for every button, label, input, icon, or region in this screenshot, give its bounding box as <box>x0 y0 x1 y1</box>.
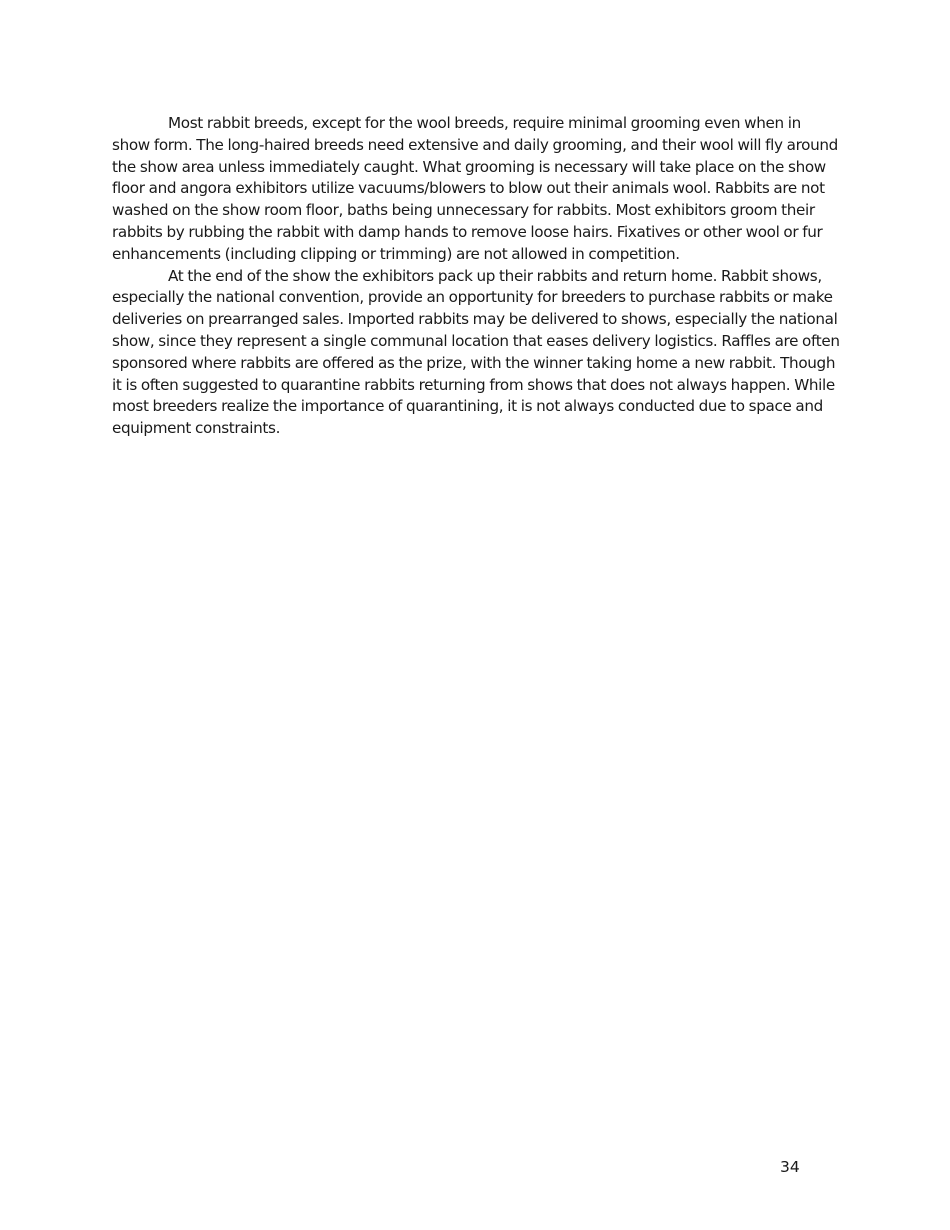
body-text <box>112 113 840 440</box>
paragraph-grooming: Most rabbit breeds, except for the wool breeds, require minimal grooming even when in show form. The long-haired breeds need extensive and daily grooming, and their wool will fly around the show area unless immediately caught. What grooming is necessary will take place on the show floor and angora exhibitors utilize vacuums/blowers to blow out their animals wool. Rabbits are not washed on the show room floor, baths being unnecessary for rabbits. Most exhibitors groom their rabbits by rubbing the rabbit with damp hands to remove loose hairs. Fixatives or other wool or fur enhancements (including clipping or trimming) are not allowed in competition. <box>112 114 838 263</box>
paragraph-end-of-show: At the end of the show the exhibitors pack up their rabbits and return home. Rabbit shows, especially the national convention, provide an opportunity for breeders to purchase rabbits or make deliveries on prearranged sales. Imported rabbits may be delivered to shows, especially the national show, since they represent a single communal location that eases delivery logistics. Raffles are often sponsored where rabbits are offered as the prize, with the winner taking home a new rabbit. Though it is often suggested to quarantine rabbits returning from shows that does not always happen. While most breeders realize the importance of quarantining, it is not always conducted due to space and equipment constraints. <box>112 266 840 438</box>
page-number: 34 <box>780 1158 800 1176</box>
